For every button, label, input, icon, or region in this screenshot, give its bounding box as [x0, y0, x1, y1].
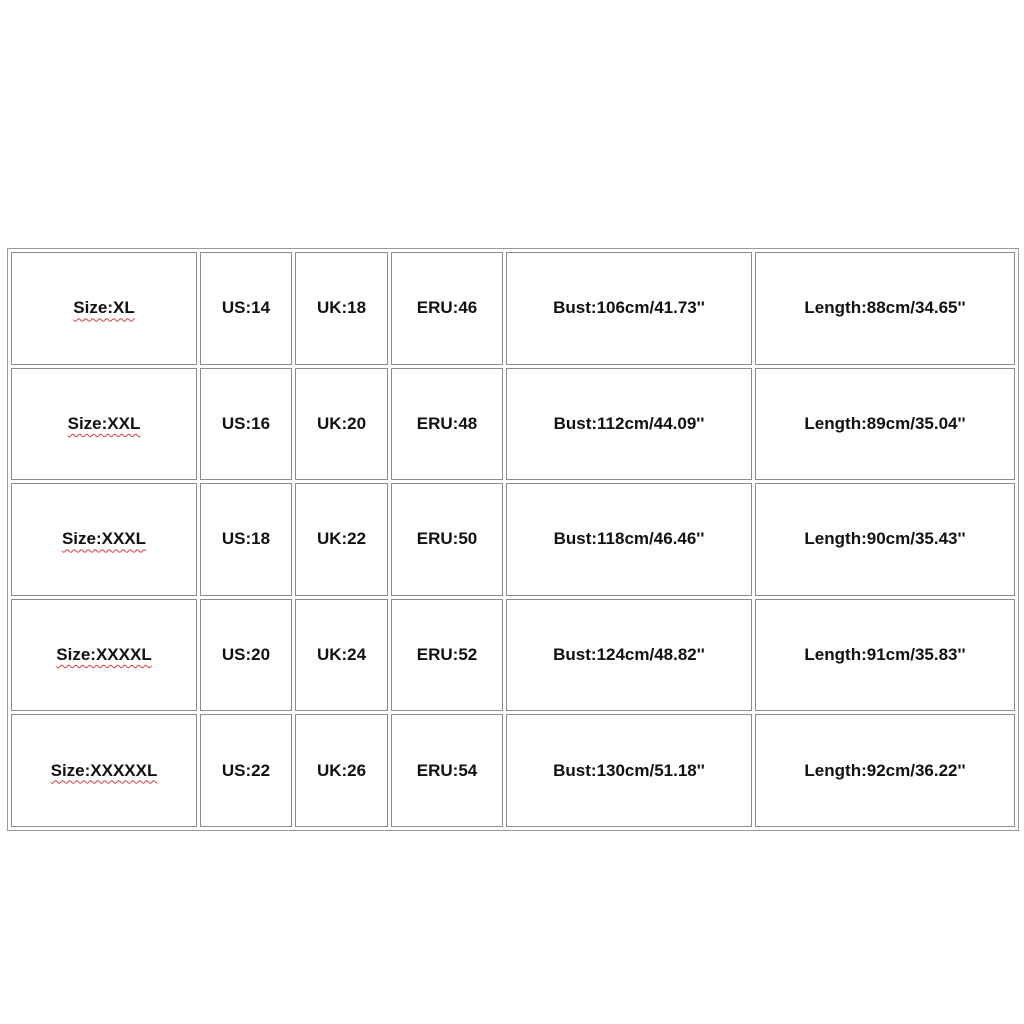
us-size-cell: US:20: [200, 599, 292, 712]
length-cell: Length:89cm/35.04'': [755, 368, 1015, 481]
us-size-cell: US:14: [200, 252, 292, 365]
length-cell: Length:91cm/35.83'': [755, 599, 1015, 712]
size-cell: [11, 714, 197, 827]
uk-size-cell: UK:22: [295, 483, 388, 596]
table-row: [11, 368, 1015, 481]
size-label: Size:XXXXXL: [50, 760, 158, 780]
size-label: Size:XXXXL: [56, 645, 152, 665]
eru-size-cell: ERU:46: [391, 252, 503, 365]
bust-cell: Bust:124cm/48.82'': [506, 599, 752, 712]
length-cell: Length:90cm/35.43'': [755, 483, 1015, 596]
size-cell: [11, 599, 197, 712]
table-row: [11, 599, 1015, 712]
size-cell: [11, 368, 197, 481]
eru-size-cell: ERU:52: [391, 599, 503, 712]
table-row: [11, 252, 1015, 365]
uk-size-cell: UK:26: [295, 714, 388, 827]
bust-cell: Bust:112cm/44.09'': [506, 368, 752, 481]
length-cell: Length:88cm/34.65'': [755, 252, 1015, 365]
size-cell: [11, 252, 197, 365]
eru-size-cell: ERU:48: [391, 368, 503, 481]
uk-size-cell: UK:24: [295, 599, 388, 712]
table-row: [11, 483, 1015, 596]
bust-cell: Bust:118cm/46.46'': [506, 483, 752, 596]
bust-cell: Bust:130cm/51.18'': [506, 714, 752, 827]
bust-cell: Bust:106cm/41.73'': [506, 252, 752, 365]
size-label: Size:XXXL: [61, 529, 147, 549]
size-cell: [11, 483, 197, 596]
eru-size-cell: ERU:50: [391, 483, 503, 596]
eru-size-cell: ERU:54: [391, 714, 503, 827]
uk-size-cell: UK:18: [295, 252, 388, 365]
us-size-cell: US:22: [200, 714, 292, 827]
us-size-cell: US:18: [200, 483, 292, 596]
uk-size-cell: UK:20: [295, 368, 388, 481]
size-chart-table: [7, 248, 1019, 831]
size-label: Size:XXL: [67, 413, 141, 433]
us-size-cell: US:16: [200, 368, 292, 481]
size-label: Size:XL: [73, 298, 135, 318]
length-cell: Length:92cm/36.22'': [755, 714, 1015, 827]
table-row: [11, 714, 1015, 827]
